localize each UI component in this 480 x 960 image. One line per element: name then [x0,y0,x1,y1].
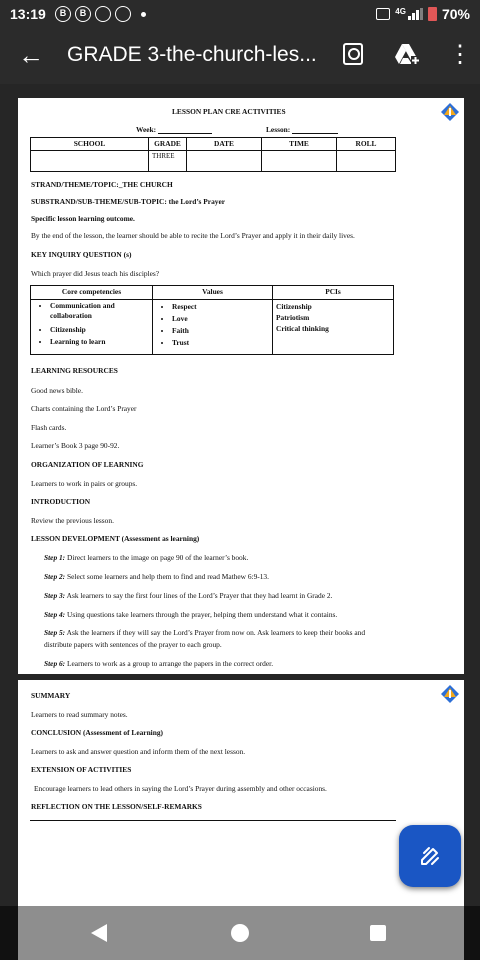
step-label: Step 3: [44,591,66,600]
step-1 [44,553,248,562]
whatsapp-icon [95,6,111,22]
step-3 [44,591,332,600]
publisher-logo-icon [440,684,460,704]
notification-icons [55,6,146,22]
column-grade: GRADE [149,138,187,151]
battery-level: 70% [441,6,470,22]
header-table [30,137,396,172]
step-label: Step 2: [44,572,66,581]
step-6 [44,659,273,668]
roll-value [337,151,396,172]
nav-bar-surface [18,906,464,960]
step-text: Using questions take learners through the prayer, helping them understand what it contains. [67,610,338,619]
core-competencies-cell [31,300,153,355]
status-bar [0,0,480,28]
date-value [187,151,262,172]
organization-text: Learners to work in pairs or groups. [31,479,138,488]
system-nav-bar [0,906,480,960]
summary-text: Learners to read summary notes. [31,710,128,719]
app-bar [0,28,480,84]
list-item: • Citizenship [50,324,149,336]
header-pcis: PCIs [273,286,394,300]
list-item: Citizenship [276,302,312,311]
step-2 [44,572,269,581]
publisher-logo-icon [440,102,460,122]
step-text: Ask the learners if they will say the Lord’s Prayer from now on. Ask learners to keep their books and [66,628,366,637]
step-label: Step 4: [44,610,66,619]
back-arrow-icon[interactable]: ← [18,40,44,70]
competency-table [30,285,394,355]
list-item: Patriotism [276,313,310,322]
document-title: GRADE 3-the-church-les... [67,43,317,66]
summary-heading: SUMMARY [31,691,71,700]
list-item: • Faith [172,325,269,337]
inquiry-text: Which prayer did Jesus teach his disciples? [31,269,160,278]
development-heading: LESSON DEVELOPMENT (Assessment as learning) [31,534,200,543]
week-label: Week: [136,125,157,134]
recents-square-icon[interactable] [370,925,386,941]
list-item: • Respect [172,301,269,313]
document-page-1 [18,98,464,674]
status-time: 13:19 [10,6,46,22]
step-label: Step 5: [44,628,66,637]
conclusion-heading: CONCLUSION (Assessment of Learning) [31,728,164,737]
home-circle-icon[interactable] [231,924,249,942]
resource-item: Charts containing the Lord’s Prayer [31,404,137,413]
column-school: SCHOOL [31,138,149,151]
conclusion-text: Learners to ask and answer question and inform them of the next lesson. [31,747,246,756]
organization-heading: ORGANIZATION OF LEARNING [31,460,144,469]
header-core-competencies: Core competencies [31,286,153,300]
introduction-text: Review the previous lesson. [31,516,114,525]
lesson-field [266,125,338,134]
step-label: Step 1: [44,553,66,562]
resource-item: Learner’s Book 3 page 90-92. [31,441,120,450]
battery-icon [428,7,437,21]
edit-pen-icon [418,844,442,868]
column-time: TIME [262,138,337,151]
document-viewer[interactable] [0,84,480,906]
find-in-page-icon[interactable] [343,43,363,65]
step-5-continued: distribute papers with sentences of the prayer to each group. [44,640,222,649]
inquiry-heading: KEY INQUIRY QUESTION (s) [31,250,132,259]
strand-line: STRAND/THEME/TOPIC:_THE CHURCH [31,180,173,189]
more-vert-icon[interactable]: ⋮ [448,41,472,68]
whatsapp-icon [115,6,131,22]
step-5 [44,628,365,637]
step-label: Step 6: [44,659,66,668]
column-roll: ROLL [337,138,396,151]
list-item: • Learning to learn [50,336,149,348]
more-notifications-dot-icon [141,12,146,17]
time-value [262,151,337,172]
grade-value: THREE [149,151,187,172]
week-field [136,125,212,134]
vibrate-icon [376,8,390,20]
introduction-heading: INTRODUCTION [31,497,91,506]
column-date: DATE [187,138,262,151]
values-cell [153,300,273,355]
step-4 [44,610,337,619]
resources-heading: LEARNING RESOURCES [31,366,118,375]
substrand-line: SUBSTRAND/SUB-THEME/SUB-TOPIC: the Lord’s Prayer [31,197,226,206]
step-text: Ask learners to say the first four lines of the Lord’s Prayer that they had learnt in Grade 2. [66,591,333,600]
list-item: • Communication and collaboration [50,301,149,321]
step-text: Learners to work as a group to arrange the papers in the correct order. [67,659,274,668]
step-text: Direct learners to the image on page 90 of the learner’s book. [67,553,249,562]
list-item: • Love [172,313,269,325]
school-value [31,151,149,172]
add-to-drive-icon[interactable] [394,42,420,66]
pcis-cell [273,300,394,355]
back-triangle-icon[interactable] [90,923,108,943]
outcome-text: By the end of the lesson, the learner should be able to recite the Lord’s Prayer and apply it in their daily lives. [31,231,355,240]
resource-item: Good news bible. [31,386,83,395]
b-notification-icon: B [75,6,91,22]
network-type: 4G [395,6,406,16]
extension-heading: EXTENSION OF ACTIVITIES [31,765,132,774]
header-values: Values [153,286,273,300]
step-text: Select some learners and help them to find and read Mathew 6:9-13. [67,572,269,581]
edit-fab-button[interactable] [399,825,461,887]
list-item: • Trust [172,337,269,349]
b-notification-icon: B [55,6,71,22]
lesson-label: Lesson: [266,125,291,134]
reflection-line [30,820,396,821]
outcome-heading: Specific lesson learning outcome. [31,214,135,223]
list-item: Critical thinking [276,324,329,333]
reflection-heading: REFLECTION ON THE LESSON/SELF-REMARKS [31,802,202,811]
resource-item: Flash cards. [31,423,67,432]
lesson-plan-heading: LESSON PLAN CRE ACTIVITIES [172,107,286,116]
extension-text: Encourage learners to lead others in saying the Lord’s Prayer during assembly and other occasions. [34,784,327,793]
signal-icon [408,8,423,20]
document-page-2 [18,680,464,906]
